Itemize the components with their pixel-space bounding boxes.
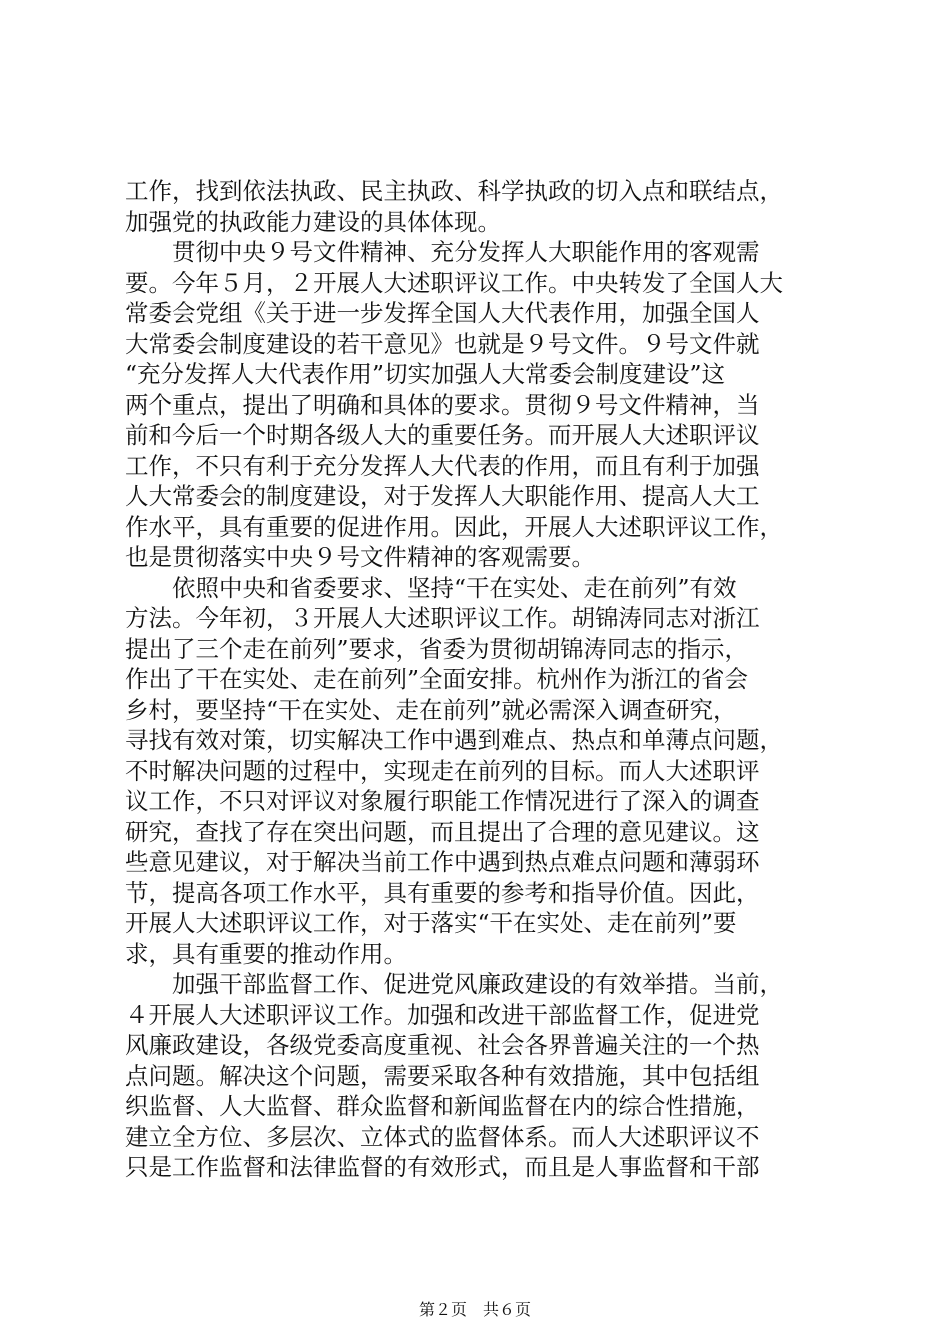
page-footer: 第２页 共６页 [418, 1300, 531, 1319]
text-line: 依照中央和省委要求、坚持“干在实处、走在前列”有效 [125, 573, 737, 602]
text-line: 点问题。解决这个问题，需要采取各种有效措施，其中包括组 [125, 1061, 760, 1090]
text-line: “充分发挥人大代表作用”切实加强人大常委会制度建设”这 [125, 360, 726, 388]
text-line: 开展人大述职评议工作，对于落实“干在实处、走在前列”要 [125, 909, 737, 937]
text-line: 些意见建议，对于解决当前工作中遇到热点难点问题和薄弱环 [125, 848, 760, 876]
document-body [125, 176, 835, 1183]
text-line: 工作，不只有利于充分发挥人大代表的作用，而且有利于加强 [125, 451, 760, 480]
text-line: 作出了干在实处、走在前列”全面安排。杭州作为浙江的省会 [125, 665, 749, 693]
text-line: 织监督、人大监督、群众监督和新闻监督在内的综合性措施， [125, 1092, 760, 1120]
text-line: 只是工作监督和法律监督的有效形式，而且是人事监督和干部 [125, 1153, 760, 1181]
text-line: 作水平，具有重要的促进作用。因此，开展人大述职评议工作， [125, 512, 783, 541]
text-line: 议工作，不只对评议对象履行职能工作情况进行了深入的调查 [125, 787, 760, 815]
text-line: 建立全方位、多层次、立体式的监督体系。而人大述职评议不 [125, 1122, 760, 1151]
text-line: 大常委会制度建设的若干意见》也就是９号文件。９号文件就 [125, 329, 760, 358]
text-line: 方法。今年初，３开展人大述职评议工作。胡锦涛同志对浙江 [125, 604, 760, 632]
text-line: 寻找有效对策，切实解决工作中遇到难点、热点和单薄点问题， [125, 726, 783, 754]
text-line: 乡村，要坚持“干在实处、走在前列”就必需深入调查研究， [125, 695, 737, 724]
text-line: 不时解决问题的过程中，实现走在前列的目标。而人大述职评 [125, 756, 760, 785]
text-line: 人大常委会的制度建设，对于发挥人大职能作用、提高人大工 [125, 482, 760, 510]
text-line: 风廉政建设，各级党委高度重视、社会各界普遍关注的一个热 [125, 1031, 760, 1059]
text-line: 也是贯彻落实中央９号文件精神的客观需要。 [125, 543, 595, 571]
text-line: 求，具有重要的推动作用。 [125, 939, 407, 968]
text-line: 前和今后一个时期各级人大的重要任务。而开展人大述职评议 [125, 421, 760, 449]
text-line: 常委会党组《关于进一步发挥全国人大代表作用，加强全国人 [125, 299, 760, 327]
text-line: 贯彻中央９号文件精神、充分发挥人大职能作用的客观需 [125, 238, 760, 266]
text-line: 工作，找到依法执政、民主执政、科学执政的切入点和联结点， [125, 177, 783, 205]
text-line: ４开展人大述职评议工作。加强和改进干部监督工作，促进党 [125, 1000, 760, 1029]
text-line: 加强干部监督工作、促进党风廉政建设的有效举措。当前， [125, 970, 783, 998]
text-line: 两个重点，提出了明确和具体的要求。贯彻９号文件精神，当 [125, 390, 760, 419]
text-line: 要。今年５月，２开展人大述职评议工作。中央转发了全国人大 [125, 268, 783, 297]
text-line: 加强党的执政能力建设的具体体现。 [125, 207, 501, 236]
text-line: 提出了三个走在前列”要求，省委为贯彻胡锦涛同志的指示， [125, 634, 749, 663]
text-line: 节，提高各项工作水平，具有重要的参考和指导价值。因此， [125, 878, 760, 907]
text-line: 研究，查找了存在突出问题，而且提出了合理的意见建议。这 [125, 817, 760, 846]
